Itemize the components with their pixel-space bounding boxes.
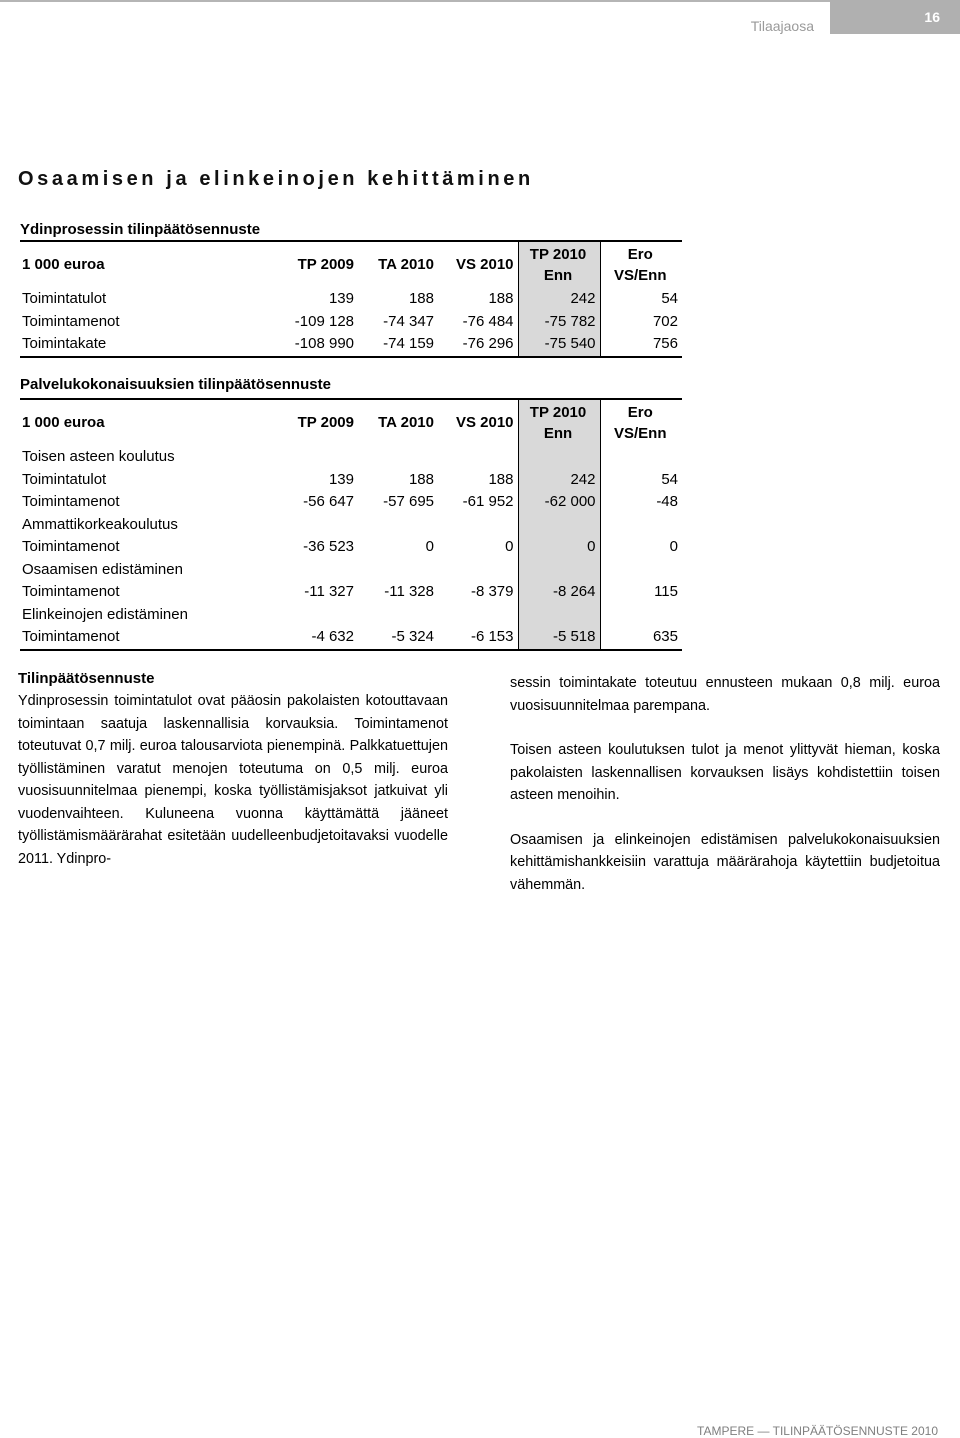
cell-ta2010 bbox=[358, 604, 438, 627]
cell-tp2010-enn: 242 bbox=[518, 288, 600, 311]
cell-ero: 702 bbox=[600, 311, 682, 334]
cell-tp2009: -4 632 bbox=[311, 628, 354, 646]
cell-tp2009: -108 990 bbox=[294, 335, 354, 353]
cell-tp2010-enn: 0 bbox=[518, 536, 600, 559]
table1-col-unit: 1 000 euroa bbox=[22, 256, 105, 273]
cell-tp2010-enn: 242 bbox=[518, 469, 600, 492]
cell-tp2009: -36 523 bbox=[303, 538, 354, 556]
table1-col-vsenn: VS/Enn bbox=[613, 267, 667, 284]
cell-ero: -48 bbox=[600, 491, 682, 514]
core-process-table bbox=[20, 240, 682, 358]
cell-ta2010: -57 695 bbox=[383, 493, 434, 511]
cell-ero: 54 bbox=[600, 469, 682, 492]
group-label: Toisen asteen koulutus bbox=[22, 448, 175, 466]
cell-vs2010 bbox=[438, 604, 518, 627]
table1-col-ero-vsenn bbox=[600, 241, 682, 288]
cell-vs2010 bbox=[438, 514, 518, 537]
table-row bbox=[20, 536, 682, 559]
cell-vs2010: -76 296 bbox=[462, 335, 514, 353]
table2-col-unit: 1 000 euroa bbox=[22, 414, 105, 431]
cell-tp2009 bbox=[278, 604, 358, 627]
table-row bbox=[20, 311, 682, 334]
footer bbox=[697, 1424, 938, 1438]
cell-tp2009 bbox=[278, 446, 358, 469]
cell-ero: 756 bbox=[600, 333, 682, 357]
table1-col-enn: Enn bbox=[543, 267, 573, 284]
table2-header-row bbox=[20, 399, 682, 446]
table2-col-vsenn: VS/Enn bbox=[613, 425, 667, 442]
row-label: Toimintamenot bbox=[22, 583, 120, 601]
group-row bbox=[20, 604, 682, 627]
text-column-right bbox=[510, 672, 940, 896]
table1-col-tp2009: TP 2009 bbox=[297, 256, 354, 273]
cell-ero: 54 bbox=[600, 288, 682, 311]
cell-ta2010: -5 324 bbox=[391, 628, 434, 646]
cell-tp2010-enn bbox=[518, 514, 600, 537]
row-label: Toimintamenot bbox=[22, 493, 120, 511]
table2-col-tp2010-enn bbox=[518, 399, 600, 446]
row-label: Toimintamenot bbox=[22, 538, 120, 556]
cell-ta2010 bbox=[358, 446, 438, 469]
cell-vs2010: -6 153 bbox=[470, 628, 514, 646]
paragraph-left: Ydinprosessin toimintatulot ovat pääosin pakolaisten kotouttavaan toimintaan saatuja laskennallisia korvauksia. Toimintamenot toteutuvat 0,7 milj. euroa talousarviota pienempinä. Palkkatuettujen työllistäminen varatut menojen toteutuma on 0,5 milj. euroa vuosisuunnitelmaa pienempi, koska työllistämisjaksot jatkuivat yli vuodenvaihteen. Kuluneena vuonna käyttämättä jääneet työllistämismäärärahat esitetään uudelleenbudjetoitavaksi vuodelle 2011. Ydinpro- bbox=[18, 693, 448, 867]
page-number bbox=[830, 0, 960, 34]
table1-col-tp2010-enn bbox=[518, 241, 600, 288]
cell-ta2010: 188 bbox=[408, 470, 434, 488]
section-label: Tilaajaosa bbox=[750, 18, 814, 34]
footer-brand: TAMPERE bbox=[697, 1424, 755, 1438]
cell-vs2010: -61 952 bbox=[462, 493, 514, 511]
table2-col-tp2009: TP 2009 bbox=[297, 414, 354, 431]
table2-col-vs2010: VS 2010 bbox=[455, 414, 514, 431]
row-label: Toimintatulot bbox=[22, 470, 107, 488]
cell-vs2010: 188 bbox=[488, 290, 514, 308]
row-label: Toimintakate bbox=[22, 335, 107, 353]
table-row bbox=[20, 469, 682, 492]
group-row bbox=[20, 559, 682, 582]
table1-title: Ydinprosessin tilinpäätösennuste bbox=[20, 221, 261, 238]
footer-doc-title: TILINPÄÄTÖSENNUSTE 2010 bbox=[772, 1424, 938, 1438]
cell-tp2009: 139 bbox=[328, 470, 354, 488]
cell-tp2010-enn: -75 782 bbox=[518, 311, 600, 334]
table1-col-tp2010: TP 2010 bbox=[529, 246, 587, 263]
cell-ta2010: 188 bbox=[408, 290, 434, 308]
cell-tp2009: -11 327 bbox=[304, 583, 354, 601]
table2-col-tp2010: TP 2010 bbox=[529, 404, 587, 421]
table-row bbox=[20, 288, 682, 311]
cell-tp2009: 139 bbox=[328, 290, 354, 308]
table2-col-enn: Enn bbox=[543, 425, 573, 442]
cell-tp2009: -109 128 bbox=[294, 312, 354, 330]
cell-tp2010-enn bbox=[518, 446, 600, 469]
cell-tp2010-enn: -62 000 bbox=[518, 491, 600, 514]
table-row bbox=[20, 581, 682, 604]
cell-tp2009 bbox=[278, 514, 358, 537]
cell-ta2010 bbox=[358, 514, 438, 537]
table2-col-ero: Ero bbox=[627, 404, 653, 421]
cell-vs2010: 0 bbox=[505, 538, 514, 556]
cell-ta2010: -74 347 bbox=[383, 312, 434, 330]
table1-col-ero: Ero bbox=[627, 246, 653, 263]
cell-ero bbox=[600, 559, 682, 582]
cell-tp2010-enn bbox=[518, 559, 600, 582]
cell-ta2010: 0 bbox=[425, 538, 434, 556]
cell-vs2010: -76 484 bbox=[462, 312, 514, 330]
table1-col-vs2010: VS 2010 bbox=[455, 256, 514, 273]
cell-ero bbox=[600, 604, 682, 627]
service-units-table bbox=[20, 398, 682, 651]
cell-ta2010 bbox=[358, 559, 438, 582]
cell-ero: 635 bbox=[600, 626, 682, 650]
core-process-table-block bbox=[20, 220, 682, 358]
paragraph-right-3: Osaamisen ja elinkeinojen edistämisen palvelukokonaisuuksien kehittämishankkeisiin varattuja määrärahoja käytettiin budjetoitua vähemmän. bbox=[510, 831, 940, 893]
text-column-left bbox=[18, 668, 448, 870]
row-label: Toimintamenot bbox=[22, 628, 120, 646]
cell-ero bbox=[600, 446, 682, 469]
cell-ta2010: -11 328 bbox=[384, 583, 434, 601]
page-title: Osaamisen ja elinkeinojen kehittäminen bbox=[18, 168, 534, 190]
cell-vs2010 bbox=[438, 446, 518, 469]
table-row bbox=[20, 333, 682, 357]
cell-ero: 115 bbox=[600, 581, 682, 604]
service-units-table-block bbox=[20, 375, 682, 651]
cell-tp2010-enn: -75 540 bbox=[518, 333, 600, 357]
group-row bbox=[20, 514, 682, 537]
group-label: Elinkeinojen edistäminen bbox=[22, 605, 188, 623]
text-heading: Tilinpäätösennuste bbox=[18, 670, 155, 687]
cell-tp2009 bbox=[278, 559, 358, 582]
table2-title: Palvelukokonaisuuksien tilinpäätösennuste bbox=[20, 376, 331, 393]
footer-separator: — bbox=[754, 1424, 773, 1438]
cell-vs2010: 188 bbox=[488, 470, 514, 488]
group-label: Ammattikorkeakoulutus bbox=[22, 515, 178, 533]
paragraph-right-1: sessin toimintakate toteutuu ennusteen mukaan 0,8 milj. euroa vuosisuunnitelmaa parempana. bbox=[510, 675, 940, 714]
cell-vs2010: -8 379 bbox=[470, 583, 514, 601]
cell-ero bbox=[600, 514, 682, 537]
row-label: Toimintatulot bbox=[22, 290, 107, 308]
cell-vs2010 bbox=[438, 559, 518, 582]
table2-col-ero-vsenn bbox=[600, 399, 682, 446]
cell-tp2010-enn bbox=[518, 604, 600, 627]
cell-tp2010-enn: -8 264 bbox=[518, 581, 600, 604]
group-row bbox=[20, 446, 682, 469]
table1-col-ta2010: TA 2010 bbox=[378, 256, 434, 273]
paragraph-right-2: Toisen asteen koulutuksen tulot ja menot ylittyvät hieman, koska pakolaisten laskennallisen korvauksen lisäys kohdistettiin toisen asteen menoihin. bbox=[510, 742, 940, 803]
table-row bbox=[20, 626, 682, 650]
table1-header-row bbox=[20, 241, 682, 288]
cell-tp2009: -56 647 bbox=[303, 493, 354, 511]
table2-col-ta2010: TA 2010 bbox=[378, 414, 434, 431]
group-label: Osaamisen edistäminen bbox=[22, 560, 183, 578]
cell-tp2010-enn: -5 518 bbox=[518, 626, 600, 650]
table-row bbox=[20, 491, 682, 514]
cell-ero: 0 bbox=[600, 536, 682, 559]
cell-ta2010: -74 159 bbox=[383, 335, 434, 353]
header-rule bbox=[0, 0, 960, 2]
page-number-text: 16 bbox=[924, 9, 940, 25]
row-label: Toimintamenot bbox=[22, 312, 120, 330]
